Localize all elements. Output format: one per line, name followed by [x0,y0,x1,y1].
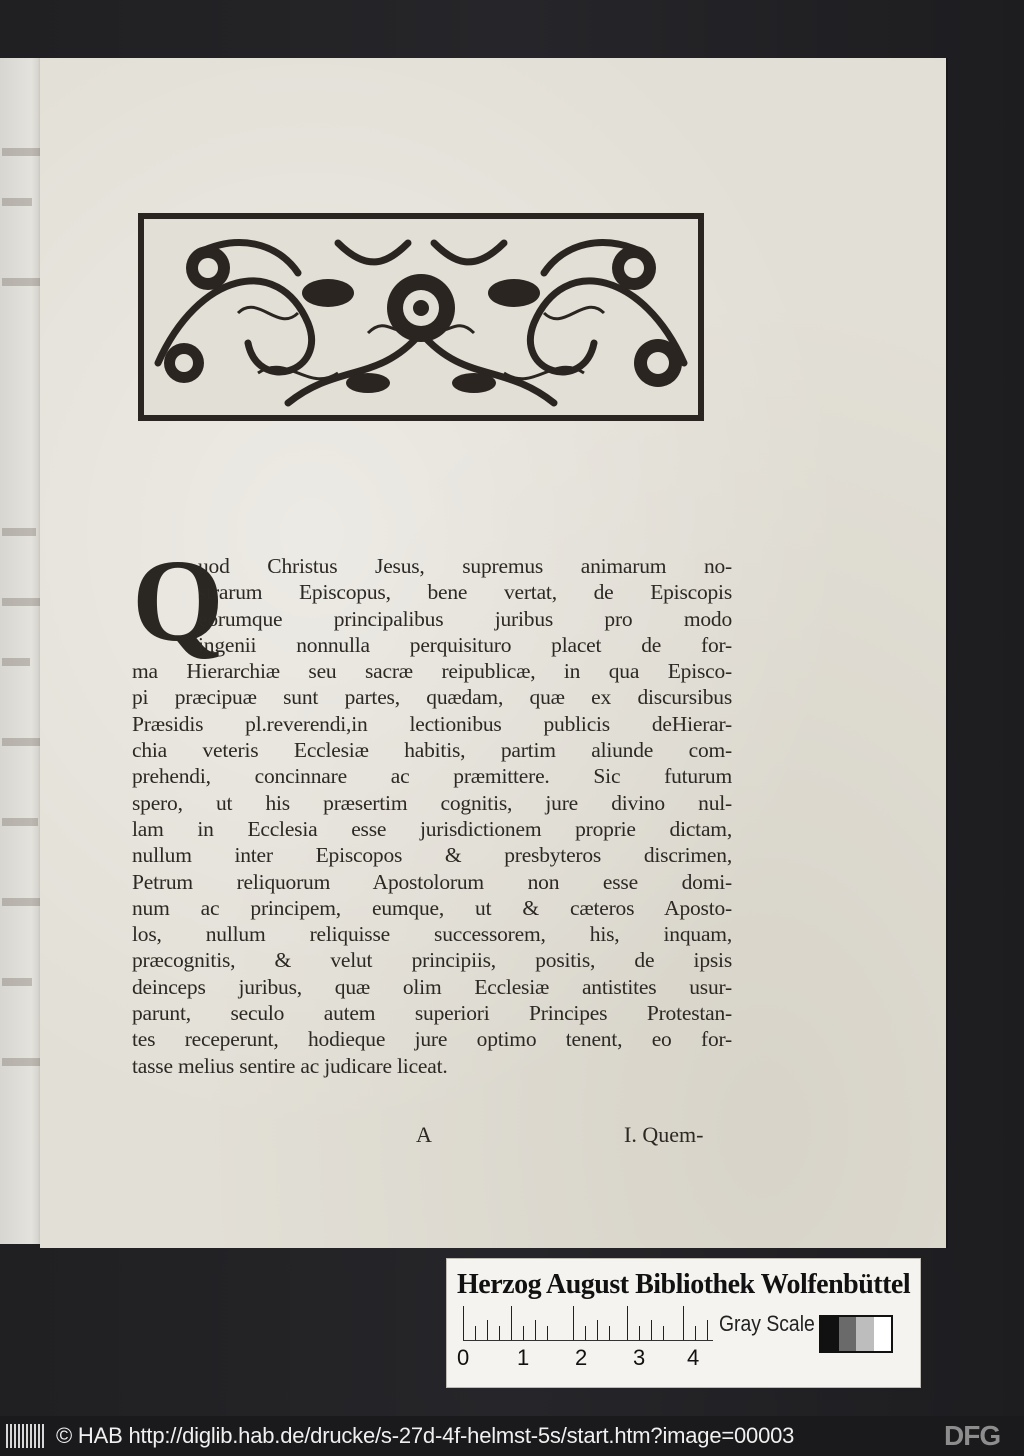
ruler-tick [463,1306,464,1340]
ruler-tick [695,1326,696,1340]
gray-scale-swatches [819,1315,893,1353]
ruler-tick [573,1306,574,1340]
text-line: chia veteris Ecclesiæ habitis, partim aliunde com- [132,738,732,763]
ghost-text [2,598,42,606]
ruler-number: 3 [633,1345,646,1370]
ruler-tick [585,1326,586,1340]
ruler-tick [487,1320,488,1340]
ghost-text [2,818,38,826]
copyright-bar [0,1416,1024,1456]
gray-swatch [839,1317,857,1351]
text-line: præcognitis, & velut principiis, positis, de ipsis [132,948,732,973]
ghost-text [2,528,36,536]
catchword: I. Quem- [624,1122,704,1147]
gray-swatch [856,1317,874,1351]
gray-swatch [821,1317,839,1351]
gray-swatch [874,1317,892,1351]
text-line: spero, ut his præsertim cognitis, jure divino nul- [132,790,732,815]
text-line: tes receperunt, hodieque jure optimo tenent, eo for- [132,1027,732,1052]
ruler-tick [475,1326,476,1340]
text-line: num ac principem, eumque, ut & cæteros Aposto- [132,895,732,920]
text-line: Præsidis pl.reverendi,in lectionibus publicis deHierar- [132,711,732,736]
ghost-text [2,1058,42,1066]
ruler-tick [547,1326,548,1340]
text-line: lam in Ecclesia esse jurisdictionem proprie dictam, [132,816,732,841]
ruler-tick [535,1320,536,1340]
ghost-text [2,658,30,666]
ruler-number: 1 [517,1345,530,1370]
text-line: uod Christus Jesus, supremus animarum no- [198,554,732,578]
text-line: nullum inter Episcopos & presbyteros discrimen, [132,843,732,868]
gray-scale-label: Gray Scale [719,1311,815,1336]
ruler-tick [651,1320,652,1340]
ghost-text [2,198,32,206]
barcode-icon [6,1424,46,1448]
ruler-tick [597,1320,598,1340]
copyright-url[interactable]: © HAB http://diglib.hab.de/drucke/s-27d-4f-helmst-5s/start.htm?image=00003 [56,1423,795,1448]
text-line: pi præcipuæ sunt partes, quædam, quæ ex discursibus [132,685,732,710]
ruler-tick [609,1326,610,1340]
ghost-text [2,278,42,286]
text-line: parunt, seculo autem superiori Principes Protestan- [132,1001,732,1026]
ruler-number: 4 [687,1345,700,1370]
dfg-logo: DFG [944,1420,1001,1451]
text-line: ma Hierarchiæ seu sacræ reipublicæ, in qua Episco- [132,659,732,684]
ruler-tick [663,1326,664,1340]
measurement-ruler [463,1307,713,1341]
text-line: strarum Episcopus, bene vertat, de Episcopis [198,580,732,605]
signature-mark: A [416,1122,432,1147]
ruler-tick [627,1306,628,1340]
library-name: Herzog August Bibliothek Wolfenbüttel [457,1269,911,1300]
ghost-text [2,978,32,986]
floral-headpiece-ornament [138,213,704,421]
text-line: los, nullum reliquisse successorem, his, inquam, [132,922,732,947]
ruler-tick [707,1320,708,1340]
ruler-number: 2 [575,1345,588,1370]
body-text-block [132,535,732,1079]
text-line: tasse melius sentire ac judicare liceat. [132,1053,448,1078]
ghost-text [2,738,42,746]
ruler-tick [499,1326,500,1340]
ruler-tick [639,1326,640,1340]
text-line: deinceps juribus, quæ olim Ecclesiæ antistites usur- [132,974,732,999]
text-line: prehendi, concinnare ac præmittere. Sic futurum [132,764,732,789]
ruler-tick [511,1306,512,1340]
ghost-text [2,148,42,156]
library-color-bar [446,1258,921,1388]
ruler-tick [523,1326,524,1340]
text-line: ingenii nonnulla perquisituro placet de for- [198,632,732,657]
text-line: Petrum reliquorum Apostolorum non esse domi- [132,869,732,894]
ruler-number: 0 [457,1345,470,1370]
ghost-text [2,898,42,906]
drop-cap-initial: Q [132,535,224,666]
text-line: eorumque principalibus juribus pro modo [198,606,732,631]
scanned-page [40,58,946,1248]
ruler-tick [683,1306,684,1340]
